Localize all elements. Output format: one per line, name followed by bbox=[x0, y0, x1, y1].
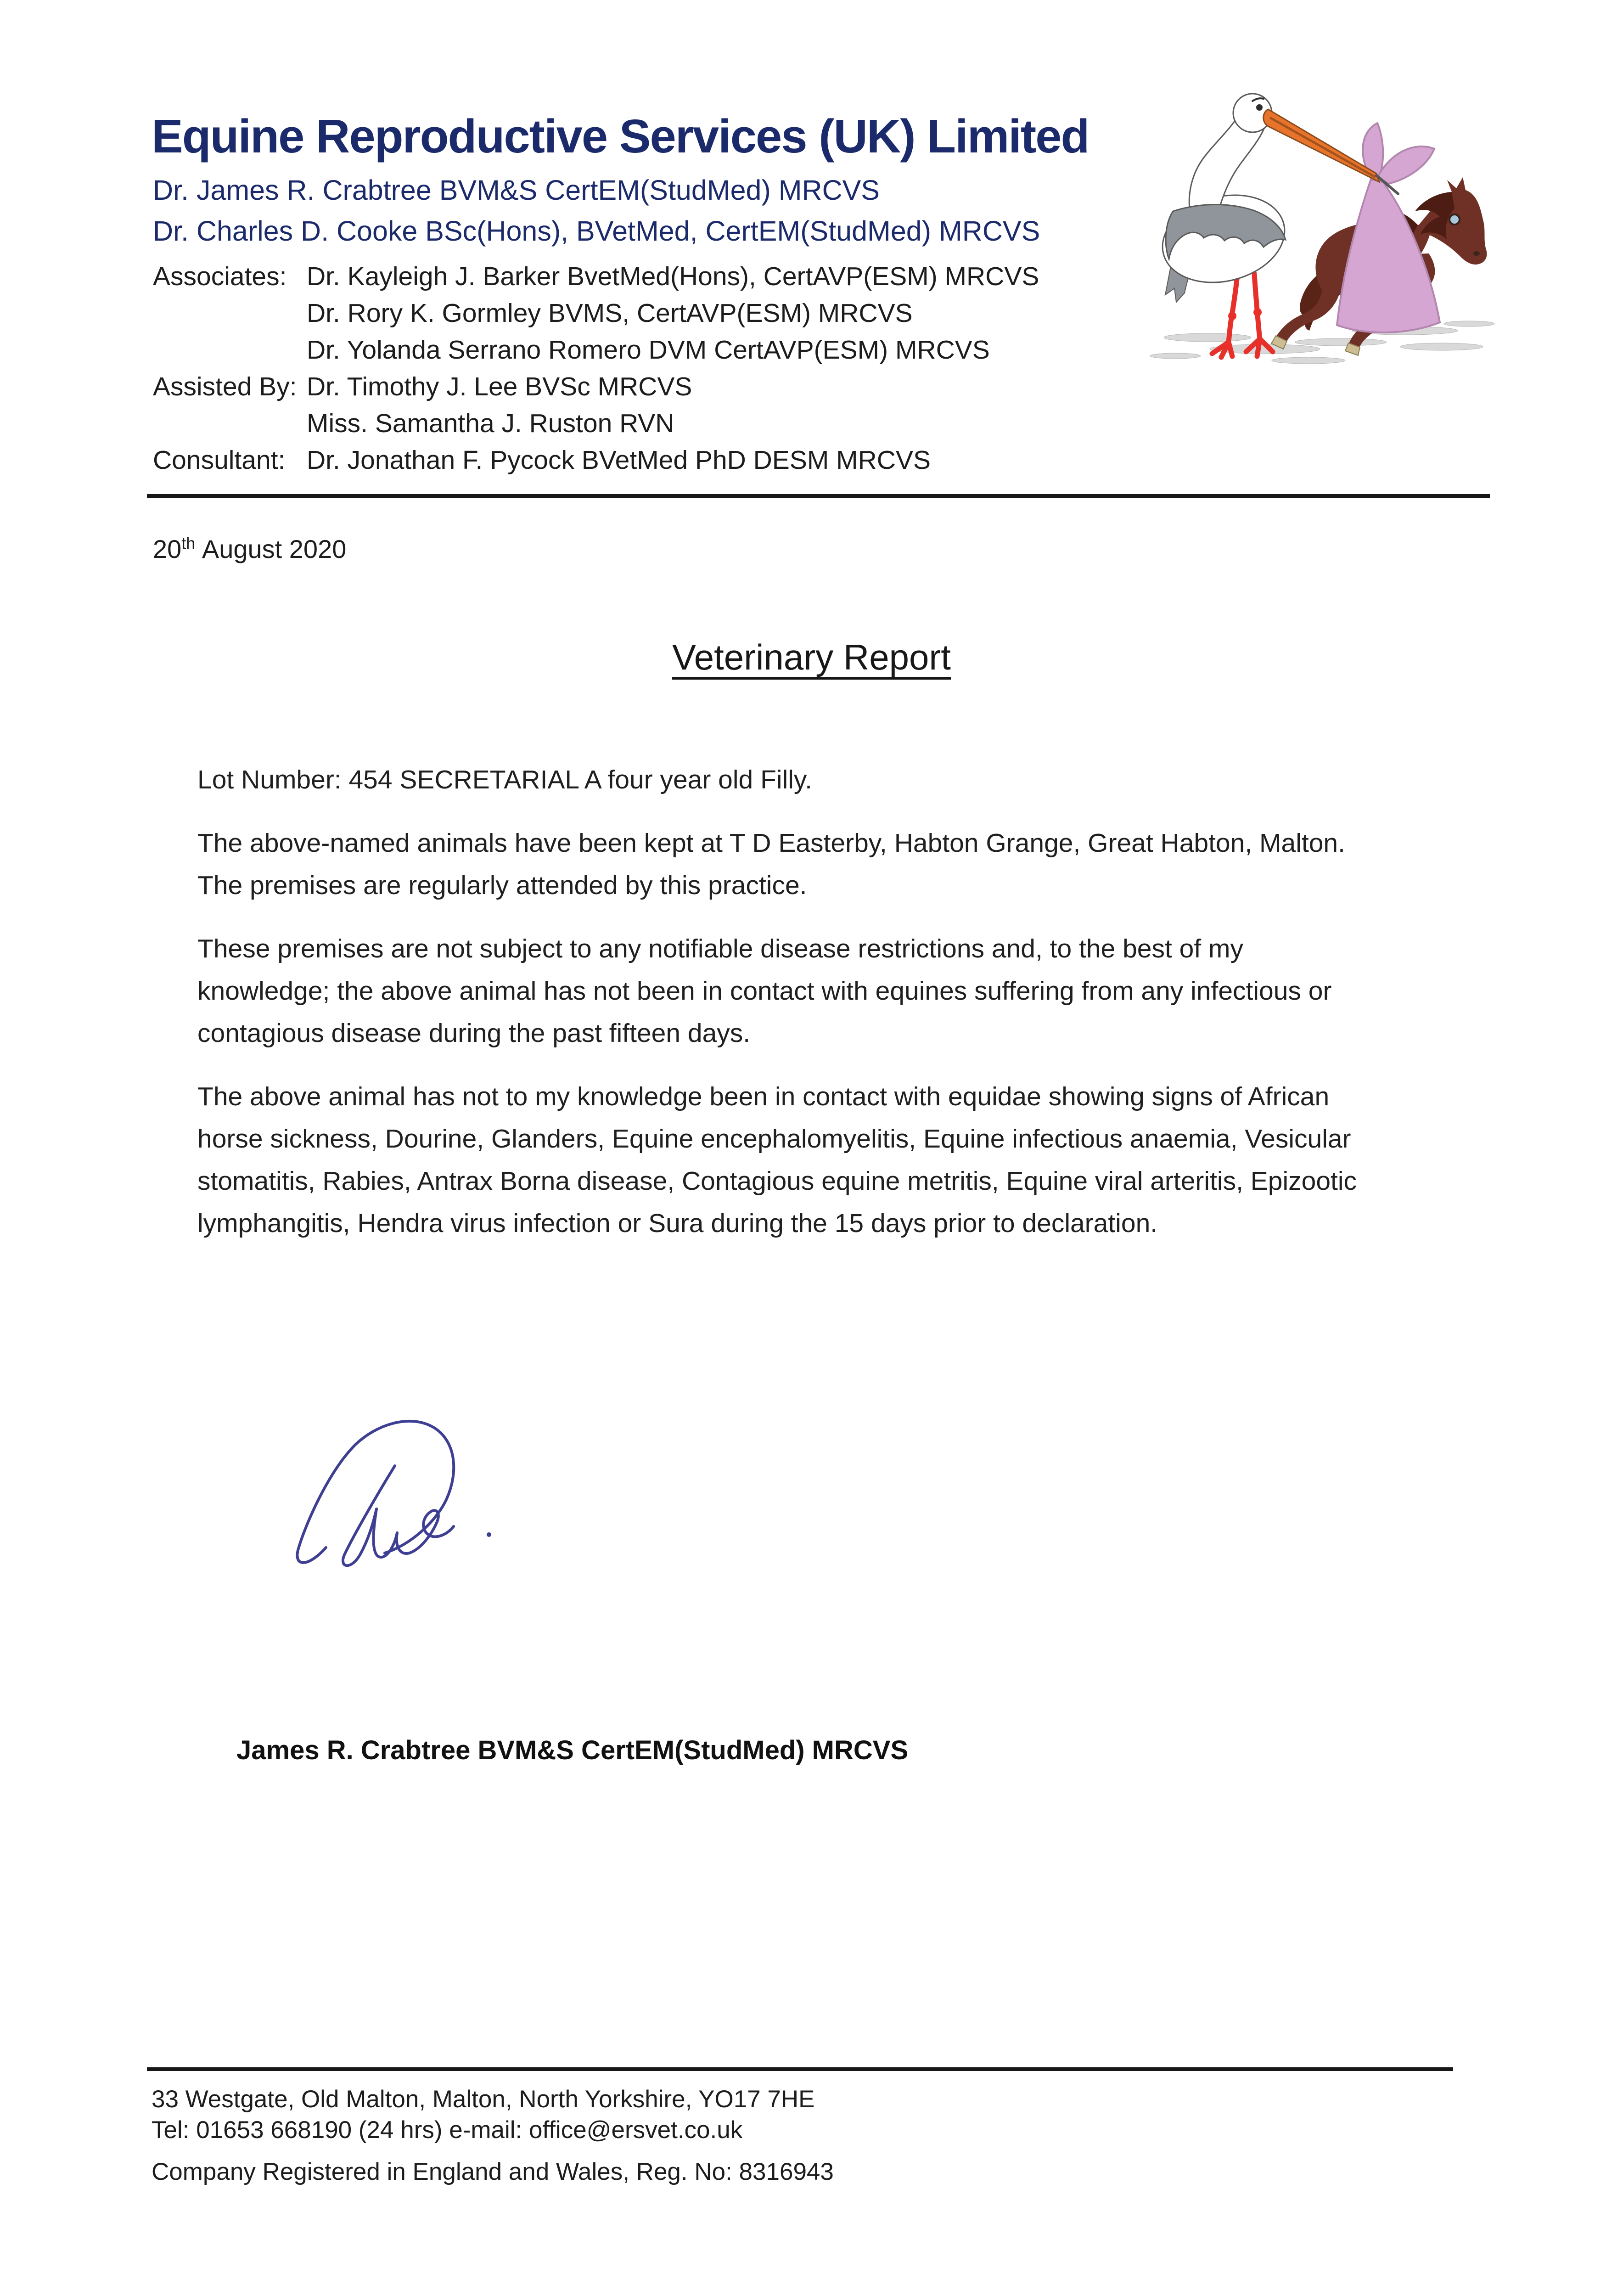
text-line: The premises are regularly attended by this practice. bbox=[197, 871, 807, 900]
header-divider-rule bbox=[147, 494, 1490, 498]
paragraph-premises bbox=[197, 822, 1538, 906]
text-line: lymphangitis, Hendra virus infection or Sura during the 15 days prior to declaration. bbox=[197, 1209, 1158, 1238]
signature-image bbox=[257, 1410, 519, 1575]
text-line: These premises are not subject to any notifiable disease restrictions and, to the best of my bbox=[197, 934, 1244, 963]
ground-shading bbox=[1150, 321, 1494, 364]
text-line: Lot Number: 454 SECRETARIAL A four year old Filly. bbox=[197, 765, 812, 794]
paragraph-disease-restrictions bbox=[197, 928, 1538, 1054]
bundle-bow-right bbox=[1377, 146, 1434, 184]
report-title: Veterinary Report bbox=[672, 637, 951, 677]
staff-member: Dr. Rory K. Gormley BVMS, CertAVP(ESM) MRCVS bbox=[307, 298, 913, 328]
stork-knee bbox=[1228, 312, 1236, 320]
staff-member: Dr. Kayleigh J. Barker BvetMed(Hons), CertAVP(ESM) MRCVS bbox=[307, 262, 1039, 291]
stork-eye bbox=[1256, 104, 1263, 111]
paragraph-disease-declaration bbox=[197, 1075, 1538, 1244]
staff-member: Dr. Timothy J. Lee BVSc MRCVS bbox=[307, 372, 692, 401]
staff-row bbox=[153, 258, 1039, 295]
staff-role-label bbox=[153, 332, 307, 368]
staff-row bbox=[153, 442, 1039, 478]
staff-member: Dr. Yolanda Serrano Romero DVM CertAVP(ESM) MRCVS bbox=[307, 335, 990, 365]
staff-member: Dr. Jonathan F. Pycock BVetMed PhD DESM MRCVS bbox=[307, 445, 931, 475]
staff-row bbox=[153, 332, 1039, 368]
footer bbox=[152, 2084, 834, 2187]
date-day: 20 bbox=[153, 535, 182, 563]
staff-role-label: Associates: bbox=[153, 262, 287, 291]
signatory-name: James R. Crabtree BVM&S CertEM(StudMed) MRCVS bbox=[236, 1735, 909, 1765]
report-date bbox=[153, 534, 346, 564]
principal-vet-line: Dr. James R. Crabtree BVM&S CertEM(StudMed) MRCVS bbox=[153, 174, 880, 206]
principal-vets bbox=[153, 170, 1040, 252]
text-line: The above animal has not to my knowledge been in contact with equidae showing signs of African bbox=[197, 1082, 1330, 1111]
foal-eye bbox=[1449, 214, 1460, 225]
report-title-wrap bbox=[0, 636, 1623, 678]
date-month-year: August 2020 bbox=[202, 535, 347, 563]
staff-list bbox=[153, 258, 1039, 478]
staff-row bbox=[153, 295, 1039, 332]
text-line: contagious disease during the past fifteen days. bbox=[197, 1019, 751, 1048]
date-ordinal: th bbox=[181, 534, 196, 553]
company-logo bbox=[1148, 73, 1511, 372]
stork-knee bbox=[1253, 308, 1262, 316]
staff-role-label bbox=[153, 295, 307, 332]
text-line: The above-named animals have been kept at T D Easterby, Habton Grange, Great Habton, Malton. bbox=[197, 828, 1345, 858]
paragraph-lot-number bbox=[197, 759, 1538, 801]
footer-registration: Company Registered in England and Wales, Reg. No: 8316943 bbox=[152, 2158, 834, 2185]
text-line: horse sickness, Dourine, Glanders, Equine encephalomyelitis, Equine infectious anaemia, Vesicular bbox=[197, 1124, 1351, 1154]
staff-row bbox=[153, 405, 1039, 442]
company-name: Equine Reproductive Services (UK) Limited bbox=[152, 110, 1089, 163]
staff-member: Miss. Samantha J. Ruston RVN bbox=[307, 409, 674, 438]
report-body bbox=[197, 759, 1538, 1266]
text-line: stomatitis, Rabies, Antrax Borna disease, Contagious equine metritis, Equine viral arteritis, Epizootic bbox=[197, 1166, 1357, 1196]
staff-role-label bbox=[153, 405, 307, 442]
text-line: knowledge; the above animal has not been in contact with equines suffering from any infectious or bbox=[197, 976, 1332, 1006]
footer-divider-rule bbox=[147, 2067, 1453, 2071]
staff-row bbox=[153, 368, 1039, 405]
principal-vet-line: Dr. Charles D. Cooke BSc(Hons), BVetMed, CertEM(StudMed) MRCVS bbox=[153, 215, 1040, 247]
staff-role-label: Assisted By: bbox=[153, 372, 297, 401]
footer-contact: Tel: 01653 668190 (24 hrs) e-mail: office@ersvet.co.uk bbox=[152, 2116, 743, 2144]
footer-address: 33 Westgate, Old Malton, Malton, North Yorkshire, YO17 7HE bbox=[152, 2086, 815, 2113]
foal-nostril bbox=[1473, 251, 1480, 256]
staff-role-label: Consultant: bbox=[153, 445, 286, 475]
stork-beak-ridge bbox=[1270, 118, 1376, 177]
